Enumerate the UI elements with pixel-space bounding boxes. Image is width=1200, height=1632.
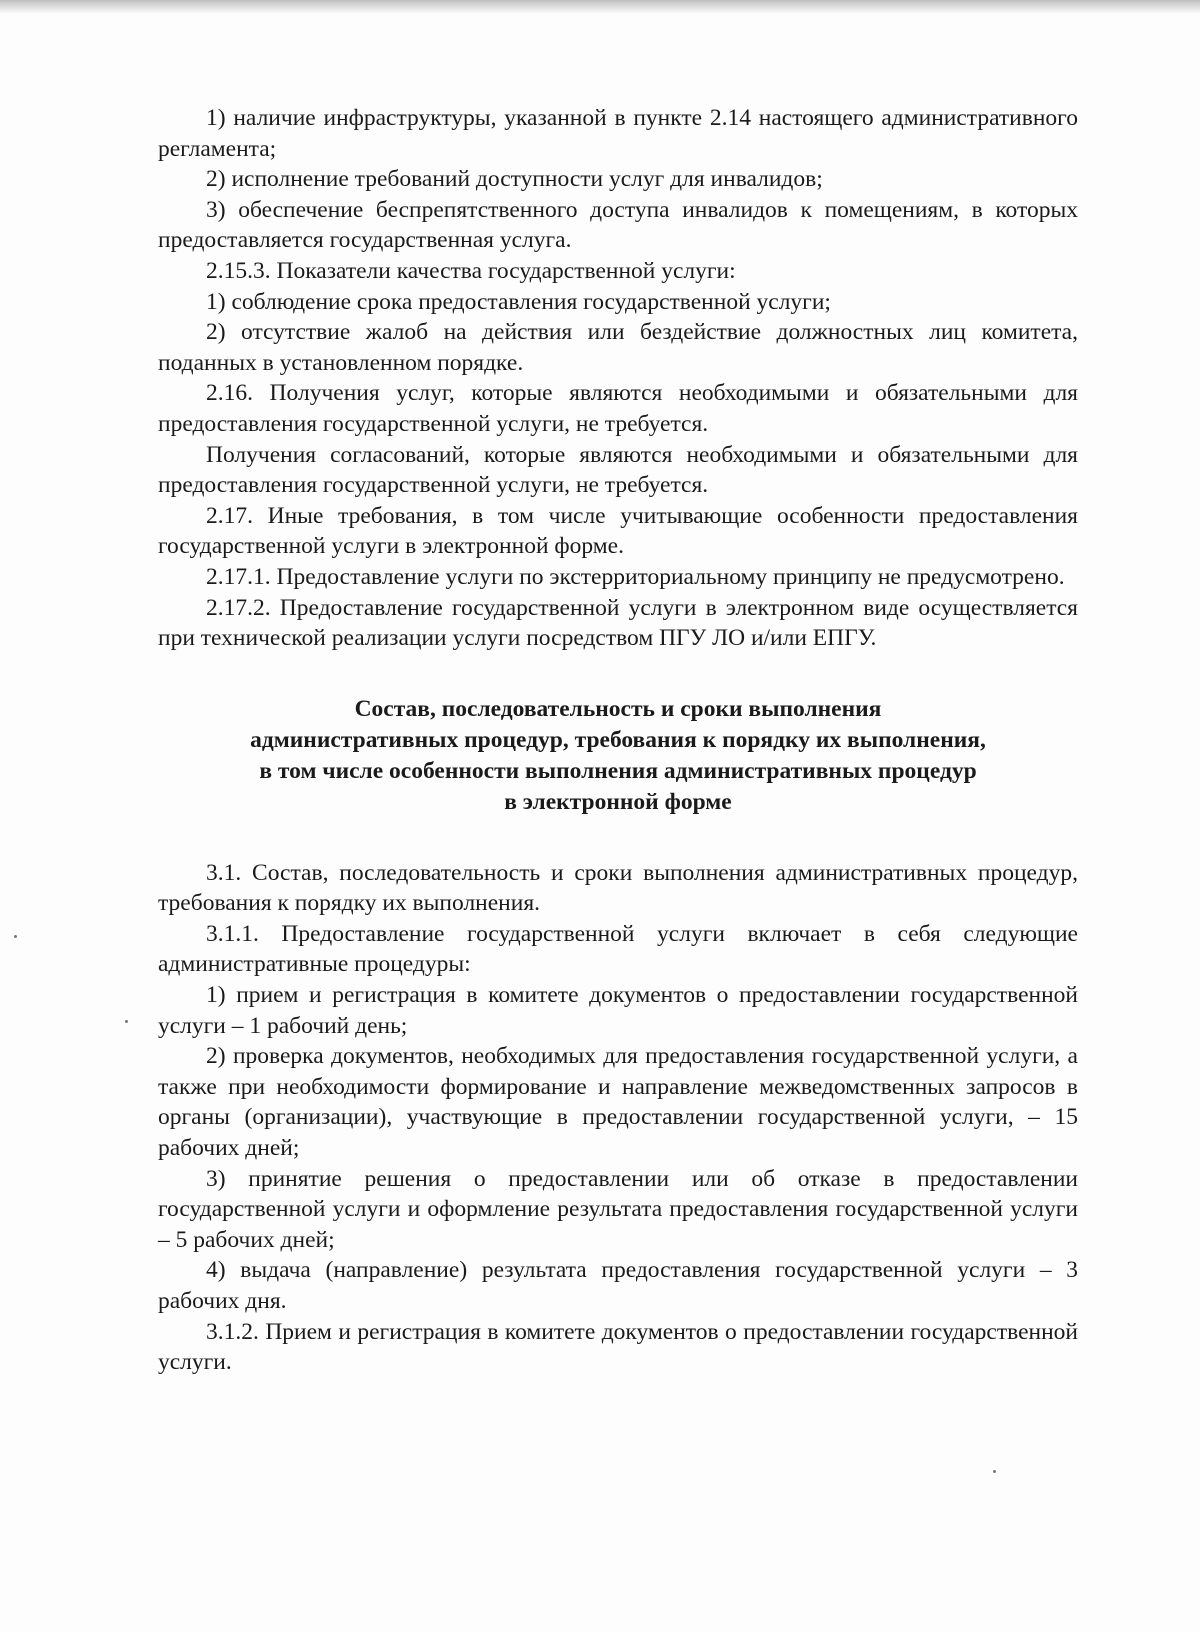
paragraph-procedure-3: 3) принятие решения о предоставлении или об отказе в предоставлении государственной услуги и оформление результата предоставления государственной услуги – 5 рабочих дней; xyxy=(158,1165,1078,1253)
paragraph-unobstructed-access: 3) обеспечение беспрепятственного доступа инвалидов к помещениям, в которых предоставляется государственная услуга. xyxy=(158,196,1078,254)
section-heading-line: в том числе особенности выполнения административных процедур xyxy=(259,757,977,784)
paragraph-no-complaints: 2) отсутствие жалоб на действия или бездействие должностных лиц комитета, поданных в установленном порядке. xyxy=(158,319,1078,376)
paragraph-infrastructure: 1) наличие инфраструктуры, указанной в пункте 2.14 настоящего административного регламента; xyxy=(158,105,1078,162)
section-heading-line: в электронной форме xyxy=(504,788,732,815)
section-heading-line: Состав, последовательность и сроки выполнения xyxy=(354,695,882,722)
paragraph-2-15-3: 2.15.3. Показатели качества государственной услуги: xyxy=(206,257,736,284)
paragraph-2-17-2: 2.17.2. Предоставление государственной услуги в электронном виде осуществляется при технической реализации услуги посредством ПГУ ЛО и/или ЕПГУ. xyxy=(158,594,1078,652)
section-heading-line: административных процедур, требования к порядку их выполнения, xyxy=(250,726,986,753)
scan-speck xyxy=(993,1470,996,1473)
paragraph-procedure-4: 4) выдача (направление) результата предоставления государственной услуги – 3 рабочих дня. xyxy=(158,1257,1078,1314)
paragraph-procedure-1: 1) прием и регистрация в комитете документов о предоставлении государственной услуги – 1 рабочий день; xyxy=(158,982,1078,1039)
paragraph-2-16: 2.16. Получения услуг, которые являются необходимыми и обязательными для предоставления государственной услуги, не требуется. xyxy=(158,380,1078,437)
section-heading xyxy=(158,694,1078,818)
paragraph-3-1-2: 3.1.2. Прием и регистрация в комитете документов о предоставлении государственной услуги. xyxy=(158,1318,1078,1376)
paragraph-2-17: 2.17. Иные требования, в том числе учитывающие особенности предоставления государственной услуги в электронной форме. xyxy=(158,502,1078,560)
paragraph-3-1-1: 3.1.1. Предоставление государственной услуги включает в себя следующие административные процедуры: xyxy=(158,920,1078,978)
paragraph-3-1: 3.1. Состав, последовательность и сроки выполнения административных процедур, требования к порядку их выполнения. xyxy=(158,859,1078,917)
paragraph-2-17-1: 2.17.1. Предоставление услуги по экстерриториальному принципу не предусмотрено. xyxy=(206,563,1065,590)
paragraph-procedure-2: 2) проверка документов, необходимых для предоставления государственной услуги, а также при необходимости формирование и направление межведомственных запросов в органы (организации), участвующие в предоставлении государственной услуги, – 15 рабочих дней; xyxy=(158,1043,1078,1162)
document-body xyxy=(158,103,1078,1378)
paragraph-deadline-compliance: 1) соблюдение срока предоставления государственной услуги; xyxy=(206,288,831,315)
paragraph-approvals: Получения согласований, которые являются необходимыми и обязательными для предоставления государственной услуги, не требуется. xyxy=(158,441,1078,499)
paragraph-accessibility-requirements: 2) исполнение требований доступности услуг для инвалидов; xyxy=(206,166,823,193)
scan-speck xyxy=(14,935,17,938)
scan-top-edge xyxy=(0,0,1200,14)
scan-speck xyxy=(125,1020,128,1023)
section-3 xyxy=(158,858,1078,1378)
